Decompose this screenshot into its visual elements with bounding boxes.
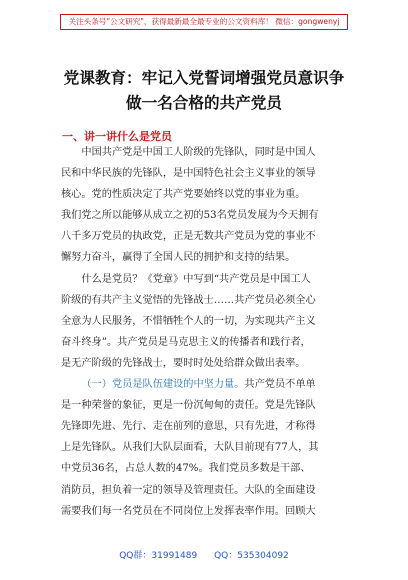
text-line: 是无产阶级的先锋战士，要时时处处给群众做出表率。 — [61, 357, 306, 369]
body-text — [61, 142, 349, 522]
text-line: 需要我们每一名党员在不同岗位上发挥表率作用。回顾大 — [61, 505, 316, 517]
text-line: 奋斗终身”。共产党员是马克思主义的传播者和践行者， — [61, 336, 311, 348]
qq-label: QQ：535304092 — [214, 551, 289, 561]
text-line: 八千多万党员的执政党，正是无数共产党员为党的事业不 — [61, 231, 316, 243]
contact-footer — [0, 548, 408, 561]
paragraph-2 — [61, 269, 349, 374]
subsection-heading: （一）党员是队伍建设的中坚力量。 — [81, 379, 245, 391]
text-line: 什么是党员？《党章》中写到“共产党员是中国工人 — [81, 273, 311, 285]
text-line: 全意为人民服务，不惜牺牲个人的一切，为实现共产主义 — [61, 315, 316, 327]
text-line: 懈努力奋斗，赢得了全国人民的拥护和支持的结果。 — [61, 252, 296, 264]
text-line: 上是先锋队。从我们大队层面看，大队目前现有77人，其 — [61, 442, 319, 454]
paragraph-1 — [61, 142, 349, 269]
section-heading: 一、讲一讲什么是党员 — [62, 130, 172, 143]
text-line: 我们党之所以能够从成立之初的53名党员发展为今天拥有 — [61, 210, 319, 222]
text-line: 消防员，担负着一定的领导及管理责任。大队的全面建设 — [61, 484, 316, 496]
text-line: 核心。党的性质决定了共产党要始终以党的事业为重。 — [61, 189, 306, 201]
text-line — [61, 374, 349, 395]
text-line: 先锋即先进、先行、走在前列的意思，只有先进，才称得 — [61, 421, 316, 433]
text-fragment: 共产党员不单单 — [244, 379, 316, 391]
title-line-2: 做一名合格的共产党员 — [126, 94, 282, 112]
promo-banner[interactable]: 关注头条号"公文研究"，获得最新最全最专业的公文资料库！ 微信：gongwenyj — [60, 14, 348, 30]
text-line: 中国共产党是中国工人阶级的先锋队，同时是中国人 — [81, 147, 316, 158]
paragraph-3 — [61, 374, 349, 522]
title-line-1: 党课教育：牢记入党誓词增强党员意识争 — [63, 69, 345, 87]
text-line: 中党员36名，占总人数的47%。我们党员多数是干部、 — [61, 463, 311, 475]
text-line: 阶级的有共产主义觉悟的先锋战士……共产党员必须全心 — [61, 294, 316, 306]
text-line: 民和中华民族的先锋队，是中国特色社会主义事业的领导 — [61, 168, 316, 180]
page-title — [20, 66, 388, 116]
text-line: 是一种荣誉的象征，更是一份沉甸甸的责任。党是先锋队 — [61, 400, 316, 412]
qq-group-label: QQ群：31991489 — [119, 551, 198, 561]
